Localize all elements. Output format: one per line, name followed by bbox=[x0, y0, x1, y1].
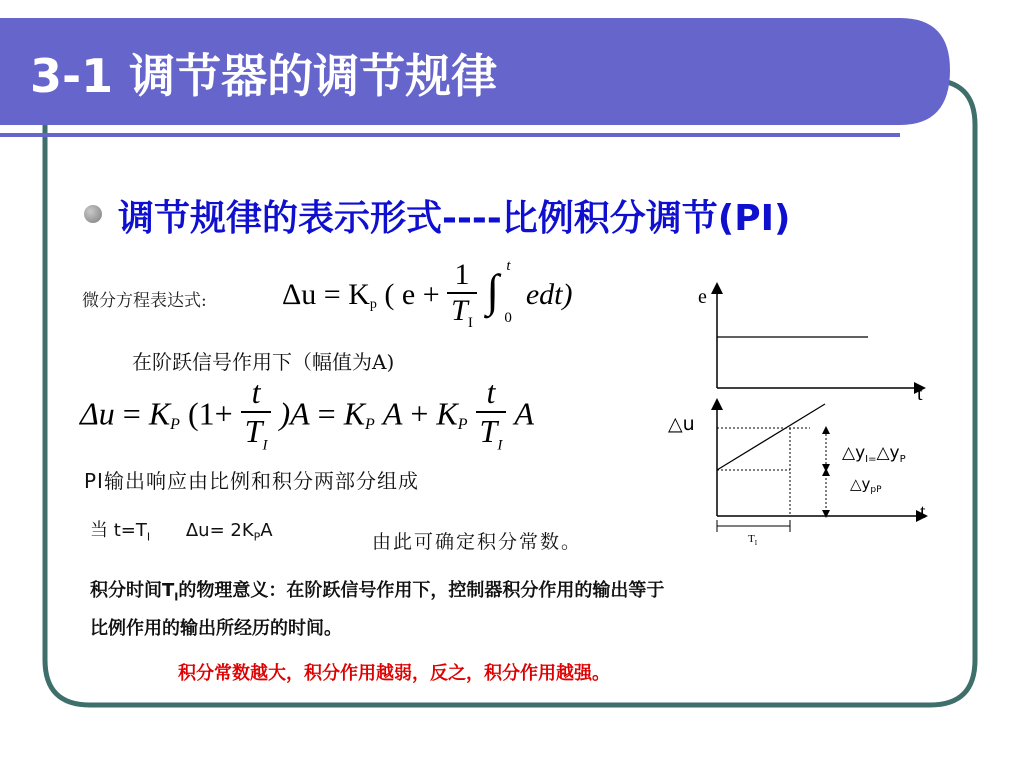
formula1-fraction bbox=[447, 258, 477, 332]
formula2-a: A bbox=[382, 395, 403, 432]
pi-composition-text: PI输出响应由比例和积分两部分组成 bbox=[84, 469, 419, 493]
yi-a: △y bbox=[842, 443, 866, 463]
formula2-k3: K bbox=[436, 395, 458, 432]
conclusion-text: 积分常数越大，积分作用越弱，反之，积分作用越强。 bbox=[178, 663, 610, 684]
formula1-integral bbox=[484, 260, 518, 330]
t-axis-label-bottom: t bbox=[920, 501, 926, 523]
yi-equals-yp-label bbox=[842, 443, 906, 465]
physical-meaning-line1 bbox=[90, 576, 664, 604]
formula2-frac1-den: T bbox=[244, 413, 263, 449]
diff-equation-label: 微分方程表达式: bbox=[82, 291, 207, 311]
t-axis-label-top: t bbox=[917, 383, 923, 405]
yp-label bbox=[850, 475, 882, 495]
yi-sub2: P bbox=[899, 454, 906, 465]
when-prefix: 当 t=T bbox=[90, 520, 147, 541]
formula-pi-step-response bbox=[80, 374, 534, 454]
formula2-eq1: = bbox=[122, 395, 141, 432]
meaning-line1-b: 的物理意义：在阶跃信号作用下，控制器积分作用的输出等于 bbox=[178, 580, 665, 601]
formula2-k3-sub: P bbox=[457, 415, 468, 433]
step-condition-text: 在阶跃信号作用下（幅值为A) bbox=[132, 350, 395, 374]
formula1-integrand: edt) bbox=[525, 278, 573, 311]
ti-label bbox=[748, 533, 758, 547]
when-delta-tail: A bbox=[260, 520, 273, 541]
when-delta: Δu= 2K bbox=[185, 520, 254, 541]
formula2-frac2-den: T bbox=[479, 413, 498, 449]
integral-lower: 0 bbox=[504, 310, 512, 326]
bullet-icon bbox=[84, 205, 102, 223]
formula2-k1: K bbox=[148, 395, 171, 432]
formula2-k1-sub: P bbox=[170, 415, 180, 433]
formula2-frac1-num: t bbox=[241, 374, 272, 413]
formula2-tail: A bbox=[514, 395, 534, 432]
formula1-eq: = bbox=[323, 278, 341, 311]
step-response-graphs bbox=[660, 280, 960, 560]
ti-label-main: T bbox=[748, 533, 755, 545]
formula2-frac1-den-sub: I bbox=[262, 437, 268, 454]
integral-sign: ∫ bbox=[486, 265, 499, 316]
section-heading: 调节规律的表示形式----比例积分调节(PI) bbox=[118, 198, 791, 239]
when-prefix-sub: I bbox=[146, 530, 151, 544]
e-axis-label: e bbox=[698, 286, 707, 308]
yi-sub: I= bbox=[865, 454, 877, 465]
formula2-frac2-den-sub: I bbox=[497, 437, 503, 454]
formula2-fraction1 bbox=[241, 374, 272, 454]
formula2-lhs: Δu bbox=[80, 395, 115, 432]
formula1-kp: K bbox=[348, 278, 370, 311]
response-ramp bbox=[717, 404, 825, 470]
u-axis-label: △u bbox=[668, 413, 695, 435]
formula-pi-differential bbox=[282, 258, 572, 332]
formula1-frac-num: 1 bbox=[447, 258, 477, 294]
meaning-line1-sub: I bbox=[174, 590, 179, 604]
yp-a: △y bbox=[850, 475, 871, 493]
formula2-fraction2 bbox=[476, 374, 507, 454]
physical-meaning-line2: 比例作用的输出所经历的时间。 bbox=[90, 618, 342, 639]
formula1-frac-den: T bbox=[451, 294, 468, 327]
integral-upper: t bbox=[506, 258, 511, 274]
determine-constant-text: 由此可确定积分常数。 bbox=[372, 531, 583, 553]
ti-label-sub: I bbox=[754, 539, 758, 547]
formula2-close: )A bbox=[279, 395, 310, 432]
when-condition bbox=[90, 516, 273, 544]
formula2-k2-sub: P bbox=[365, 415, 375, 433]
meaning-line1-a: 积分时间T bbox=[90, 580, 175, 601]
formula2-open: (1+ bbox=[187, 395, 233, 432]
slide-title: 3-1 调节器的调节规律 bbox=[30, 49, 498, 103]
formula1-open: ( e + bbox=[384, 278, 440, 311]
formula2-eq2: = bbox=[317, 395, 336, 432]
formula1-lhs: Δu bbox=[282, 278, 317, 311]
formula1-kp-sub: p bbox=[369, 296, 377, 312]
when-delta-sub: P bbox=[253, 530, 261, 544]
yp-sub: pP bbox=[870, 485, 882, 495]
formula2-frac2-num: t bbox=[476, 374, 507, 413]
formula2-plus: + bbox=[410, 395, 429, 432]
formula2-k2: K bbox=[343, 395, 366, 432]
yi-b: △y bbox=[876, 443, 900, 463]
formula1-frac-den-sub: I bbox=[467, 315, 473, 331]
